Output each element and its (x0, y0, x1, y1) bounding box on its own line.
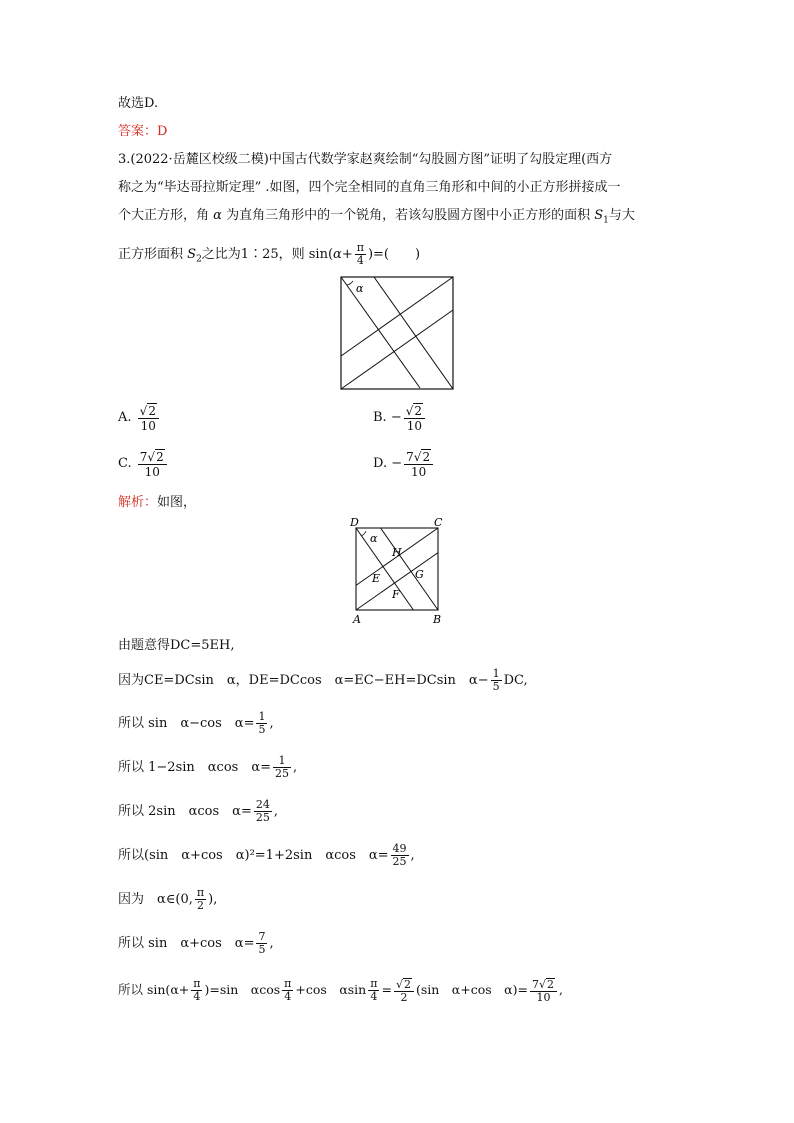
label-c: C (434, 516, 443, 529)
question-pi-over-4 (355, 242, 366, 267)
option-a-radicand: 2 (148, 403, 156, 418)
label-e: E (372, 572, 381, 585)
segment-ac (356, 553, 438, 610)
frac-num: 7 (258, 930, 266, 943)
segment-bd (381, 528, 438, 610)
solution-step-8 (118, 928, 274, 960)
label-f: F (392, 588, 400, 601)
label-alpha: α (370, 532, 378, 545)
frac-den: 4 (284, 990, 292, 1003)
answer-value: D (157, 124, 168, 139)
frac-den: 4 (193, 990, 201, 1003)
step-7-text-b: ), (208, 892, 218, 907)
step-7-frac (195, 887, 206, 912)
question-line-1 (118, 151, 612, 169)
solution-step-1: 由题意得DC=5EH, (118, 638, 235, 653)
option-c-radicand: 2 (156, 449, 164, 464)
step-5-comma: , (273, 804, 278, 819)
step-9-frac-1 (191, 978, 202, 1003)
frac-num: 1 (273, 755, 291, 768)
option-b-sign: − (390, 410, 402, 425)
step-5-frac (254, 799, 272, 824)
figure-alpha-label: α (356, 282, 364, 295)
question-text-3b: 为直角三角形中的一个锐角，若该勾股圆方图中小正方形的面积 (226, 208, 591, 223)
frac-den: 4 (370, 990, 378, 1003)
step-9-frac-3 (368, 978, 379, 1003)
label-a: A (353, 613, 361, 626)
question-text-4d: )=( ) (367, 247, 421, 262)
question-number: 3. (118, 152, 131, 167)
solution-step-5 (118, 796, 278, 828)
option-c-num: 7√2 (138, 449, 167, 465)
question-text-3a: 个大正方形，角 (118, 208, 210, 223)
frac-den: 25 (255, 811, 270, 824)
question-text-1: 中国古代数学家赵爽绘制“勾股圆方图”证明了勾股定理(西方 (268, 152, 613, 167)
solution-step-9 (118, 974, 563, 1006)
question-text-4a: 正方形面积 (118, 247, 184, 262)
frac-den: 25 (392, 855, 407, 868)
option-d-num: 7√2 (404, 449, 433, 465)
answer-label: 答案： (118, 124, 158, 139)
frac-num: 7√2 (530, 978, 557, 992)
solution-step-6 (118, 840, 415, 872)
frac-num: √2 (394, 978, 414, 992)
frac-den: 25 (275, 767, 289, 780)
segment-1 (341, 277, 420, 388)
conclusion-text: 故选D. (118, 96, 159, 111)
frac-num: π (284, 977, 292, 990)
question-sin: sin( (308, 247, 334, 262)
step-9-text-c: +cos αsin (295, 982, 367, 997)
step-9-text-a: 所以 sin(α+ (118, 982, 190, 997)
option-a-label: A. (118, 410, 132, 425)
s2-symbol: S (187, 247, 197, 262)
step-4-frac (273, 755, 291, 780)
solution-intro-text: 如图， (157, 495, 197, 510)
option-a-num: √2 (138, 403, 159, 419)
frac-den: 5 (258, 943, 266, 956)
frac-num: π (193, 977, 201, 990)
step-2-frac (491, 668, 502, 693)
option-a[interactable] (118, 400, 161, 436)
option-d-sign: − (391, 456, 403, 471)
segment-4 (341, 310, 453, 389)
step-7-text-a: 因为 α∈(0, (118, 892, 193, 907)
frac-num: 1 (492, 667, 500, 680)
option-b-den: 10 (406, 418, 423, 433)
option-b-radicand: 2 (414, 403, 423, 418)
label-g: G (415, 568, 424, 581)
frac-den: 5 (492, 680, 500, 693)
question-source: (2022·岳麓区校级二模) (130, 152, 269, 167)
step-6-frac (391, 843, 409, 868)
question-line-3 (118, 207, 635, 230)
question-line-2: 称之为“毕达哥拉斯定理” .如图，四个完全相同的直角三角形和中间的小正方形拼接成一 (118, 180, 621, 195)
option-c-den: 10 (144, 464, 160, 479)
frac-den: 2 (400, 990, 408, 1004)
step-2-text: 因为CE=DCsin α，DE=DCcos α=EC−EH=DCsin α− (118, 673, 489, 688)
option-b-value (404, 403, 425, 433)
pythagoras-figure (340, 276, 454, 390)
option-a-value (138, 403, 159, 433)
step-9-comma: , (558, 982, 563, 997)
step-9-frac-5 (530, 978, 557, 1004)
radicand: 2 (546, 977, 554, 991)
step-9-text-e: (sin α+cos α)= (415, 982, 528, 997)
segment-db (356, 528, 413, 610)
label-h: H (392, 546, 402, 559)
s1-subscript: 1 (603, 215, 609, 226)
question-plus: + (341, 247, 353, 262)
frac-num: π (196, 886, 205, 899)
option-c-coef: 7 (139, 449, 148, 464)
step-3-text: 所以 sin α−cos α= (118, 716, 255, 731)
option-d-coef: 7 (406, 449, 414, 464)
frac-den: 5 (258, 723, 266, 736)
step-4-comma: , (293, 760, 298, 775)
step-6-text: 所以(sin α+cos α)²=1+2sin αcos α= (118, 848, 389, 863)
step-3-comma: , (269, 716, 274, 731)
option-a-den: 10 (140, 418, 156, 433)
option-b-label: B. (373, 410, 387, 425)
option-b-num: √2 (404, 403, 425, 419)
solution-step-3 (118, 708, 274, 740)
step-4-text: 所以 1−2sin αcos α= (118, 760, 271, 775)
option-d-label: D. (373, 456, 388, 471)
alpha-symbol: α (213, 208, 222, 223)
step-5-text: 所以 2sin αcos α= (118, 804, 252, 819)
s1-symbol: S (594, 208, 604, 223)
frac-num: π (370, 977, 378, 990)
step-8-comma: , (269, 936, 274, 951)
frac-num: 24 (255, 798, 270, 811)
frac-den: 4 (356, 254, 364, 267)
option-d-radicand: 2 (422, 449, 431, 464)
step-8-frac (256, 931, 267, 956)
solution-step-7 (118, 884, 217, 916)
s2-subscript: 2 (196, 254, 202, 265)
step-9-frac-4 (394, 978, 414, 1004)
question-alpha-2: α (333, 247, 342, 262)
label-b: B (433, 613, 442, 626)
option-c[interactable] (118, 446, 169, 482)
question-text-4b: 之比为1∶25，则 (201, 247, 305, 262)
option-c-value (138, 449, 167, 479)
radicand: 2 (403, 977, 411, 991)
option-d-value (404, 449, 433, 479)
step-8-text: 所以 sin α+cos α= (118, 936, 255, 951)
step-9-frac-2 (282, 978, 293, 1003)
step-9-text-b: )=sin αcos (204, 982, 281, 997)
solution-step-4 (118, 752, 297, 784)
frac-den: 10 (536, 990, 551, 1004)
angle-arc (347, 281, 353, 285)
option-d[interactable] (373, 446, 435, 482)
segment-3 (374, 277, 453, 389)
frac-num: 1 (258, 710, 266, 723)
option-b[interactable] (373, 400, 427, 436)
step-9-text-d: = (381, 982, 392, 997)
question-line-4 (118, 240, 420, 275)
angle-arc-2 (361, 531, 366, 536)
option-d-den: 10 (410, 464, 427, 479)
step-6-comma: , (410, 848, 415, 863)
solution-step-2 (118, 665, 528, 697)
solution-intro (118, 494, 196, 512)
option-c-label: C. (118, 456, 132, 471)
frac-num: 49 (392, 842, 407, 855)
solution-figure (350, 516, 450, 628)
solution-label: 解析： (118, 495, 158, 510)
frac-num: π (356, 241, 364, 254)
question-text-3c: 与大 (608, 208, 635, 223)
label-d: D (350, 516, 359, 529)
coef: 7 (531, 977, 539, 991)
step-3-frac (256, 711, 267, 736)
step-2-end: DC, (503, 673, 528, 688)
answer-line (118, 123, 167, 141)
frac-den: 2 (197, 899, 204, 912)
